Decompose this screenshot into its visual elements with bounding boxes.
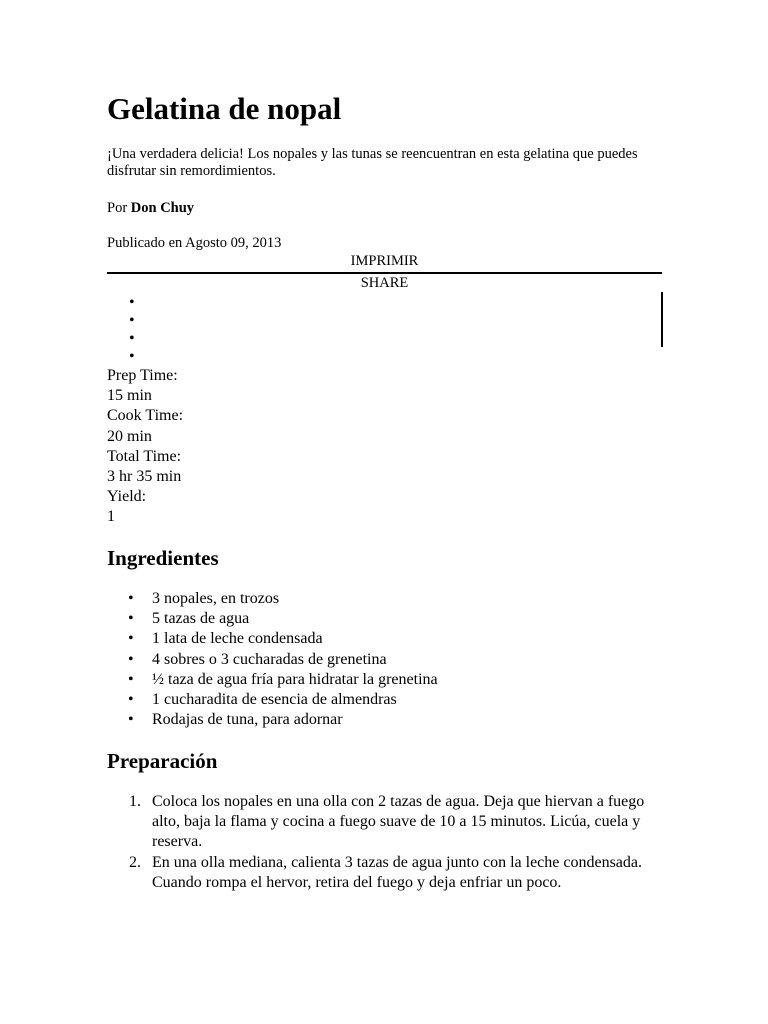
list-item xyxy=(107,650,438,670)
ingredient-text: 5 tazas de agua xyxy=(152,610,250,628)
bullet: • xyxy=(128,670,134,688)
list-item xyxy=(107,792,667,853)
share-label: SHARE xyxy=(360,275,409,291)
page-title: Gelatina de nopal xyxy=(107,91,342,126)
ingredient-text: ½ taza de agua fría para hidratar la grenetina xyxy=(152,670,438,688)
yield-value: 1 xyxy=(107,508,115,526)
bullet: • xyxy=(128,590,134,607)
list-item xyxy=(107,589,438,609)
byline xyxy=(107,200,194,217)
total-time-value: 3 hr 35 min xyxy=(107,468,182,486)
ingredient-text: 4 sobres o 3 cucharadas de grenetina xyxy=(152,650,387,668)
preparation-steps xyxy=(107,792,667,893)
print-button[interactable]: IMPRIMIR xyxy=(107,253,662,274)
cook-time-label: Cook Time: xyxy=(107,407,184,425)
ingredient-text: 1 cucharadita de esencia de almendras xyxy=(152,691,397,709)
bullet: • xyxy=(128,610,134,628)
share-link[interactable]: • xyxy=(129,330,135,347)
step-text: Coloca los nopales en una olla con 2 tazas de agua. Deja que hiervan a fuego alto, baja la flama y cocina a fuego suave de 10 a 15 minutos. Licúa, cuela y reserva. xyxy=(152,793,645,851)
bullet: • xyxy=(128,630,134,648)
bullet: • xyxy=(128,691,134,709)
list-item xyxy=(107,690,438,710)
list-item xyxy=(107,710,438,730)
prep-time-value: 15 min xyxy=(107,387,152,405)
preparation-heading: Preparación xyxy=(107,749,218,773)
share-links-list xyxy=(129,294,135,366)
share-link[interactable]: • xyxy=(129,294,135,311)
total-time-label: Total Time: xyxy=(107,447,182,465)
share-divider xyxy=(661,292,663,347)
list-item xyxy=(107,609,438,629)
step-number: 1. xyxy=(129,793,141,810)
list-item xyxy=(107,853,667,893)
yield-label: Yield: xyxy=(107,488,147,506)
ingredients-heading: Ingredientes xyxy=(107,546,219,570)
list-item xyxy=(107,670,438,690)
prep-time-label: Prep Time: xyxy=(107,367,178,384)
cook-time-value: 20 min xyxy=(107,427,152,445)
recipe-meta xyxy=(107,366,183,528)
intro-text: ¡Una verdadera delicia! Los nopales y las tunas se reencuentran en esta gelatina que puedes disfrutar sin remordimientos. xyxy=(107,146,638,179)
author-name[interactable]: Don Chuy xyxy=(130,200,195,216)
ingredient-text: Rodajas de tuna, para adornar xyxy=(152,711,343,729)
list-item xyxy=(107,629,438,649)
share-link[interactable]: • xyxy=(129,312,135,329)
ingredient-text: 3 nopales, en trozos xyxy=(152,590,280,607)
ingredient-text: 1 lata de leche condensada xyxy=(152,630,323,648)
step-text: En una olla mediana, calienta 3 tazas de agua junto con la leche condensada. Cuando rompa el hervor, retira del fuego y deja enfriar un poco. xyxy=(152,853,643,891)
published-date: Publicado en Agosto 09, 2013 xyxy=(107,235,282,251)
step-number: 2. xyxy=(129,853,141,871)
ingredients-list xyxy=(107,589,438,730)
share-link[interactable]: • xyxy=(129,348,135,365)
bullet: • xyxy=(128,711,134,729)
bullet: • xyxy=(128,650,134,668)
byline-prefix: Por xyxy=(107,200,128,216)
